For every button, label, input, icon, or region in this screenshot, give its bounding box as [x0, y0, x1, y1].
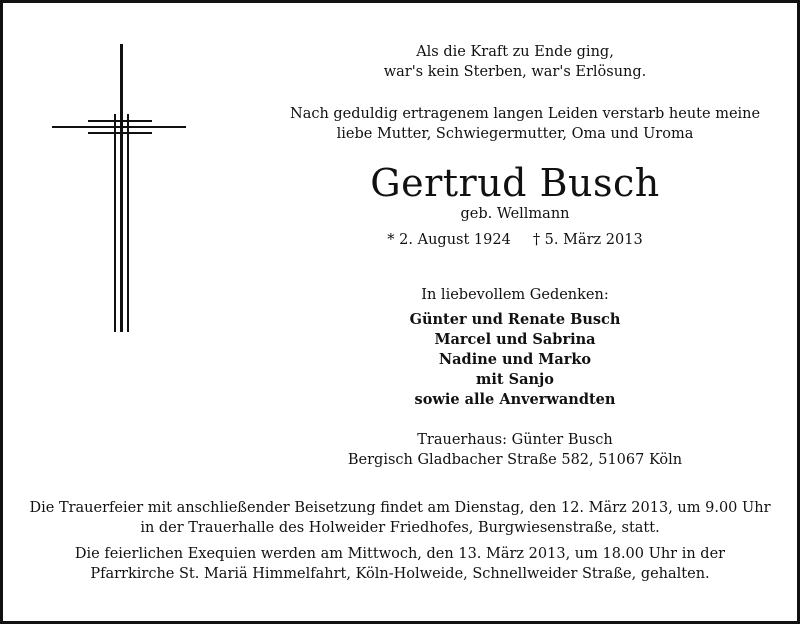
funeral-line: Die Trauerfeier mit anschließender Beisetzung findet am Dienstag, den 12. März 2013, um 9.00 Uhr: [29, 500, 771, 516]
mass-line: Die feierlichen Exequien werden am Mittwoch, den 13. März 2013, um 18.00 Uhr in der: [74, 546, 726, 562]
dates-block: [290, 230, 740, 250]
mourner-name: Marcel und Sabrina: [434, 331, 596, 348]
mass-line: Pfarrkirche St. Mariä Himmelfahrt, Köln-Holweide, Schnellweider Straße, gehalten.: [90, 566, 710, 582]
deceased-block: [290, 162, 740, 204]
verse-line: war's kein Sterben, war's Erlösung.: [383, 64, 647, 80]
funeral-info: [10, 498, 790, 538]
life-dates: [290, 230, 740, 250]
mourner-name: sowie alle Anverwandten: [414, 391, 616, 408]
verse-block: [290, 42, 740, 82]
mourner-name: Günter und Renate Busch: [409, 311, 621, 328]
mourner-name: mit Sanjo: [476, 371, 554, 388]
verse-line: Als die Kraft zu Ende ging,: [416, 44, 614, 60]
mass-info: [10, 544, 790, 584]
mourner-name: Nadine und Marko: [438, 351, 592, 368]
cross-icon: [52, 44, 188, 332]
funeral-line: in der Trauerhalle des Holweider Friedhofes, Burgwiesenstraße, statt.: [140, 520, 660, 536]
mourners-block: [290, 285, 740, 305]
address-block: [290, 430, 740, 470]
birth-name-block: [290, 204, 740, 224]
birth-name: geb. Wellmann: [460, 206, 570, 222]
mourners-list: [290, 310, 740, 410]
intro-line: Nach geduldig ertragenem langen Leiden verstarb heute meine: [290, 106, 761, 122]
intro-line: liebe Mutter, Schwiegermutter, Oma und Uroma: [336, 126, 694, 142]
birth-date: * 2. August 1924: [387, 232, 511, 248]
intro-block: [290, 104, 761, 144]
deceased-name: Gertrud Busch: [370, 161, 660, 205]
address-line: Bergisch Gladbacher Straße 582, 51067 Köln: [347, 452, 683, 468]
death-date: † 5. März 2013: [532, 232, 643, 248]
address-line: Trauerhaus: Günter Busch: [417, 432, 613, 448]
mourners-heading: In liebevollem Gedenken:: [421, 287, 609, 303]
